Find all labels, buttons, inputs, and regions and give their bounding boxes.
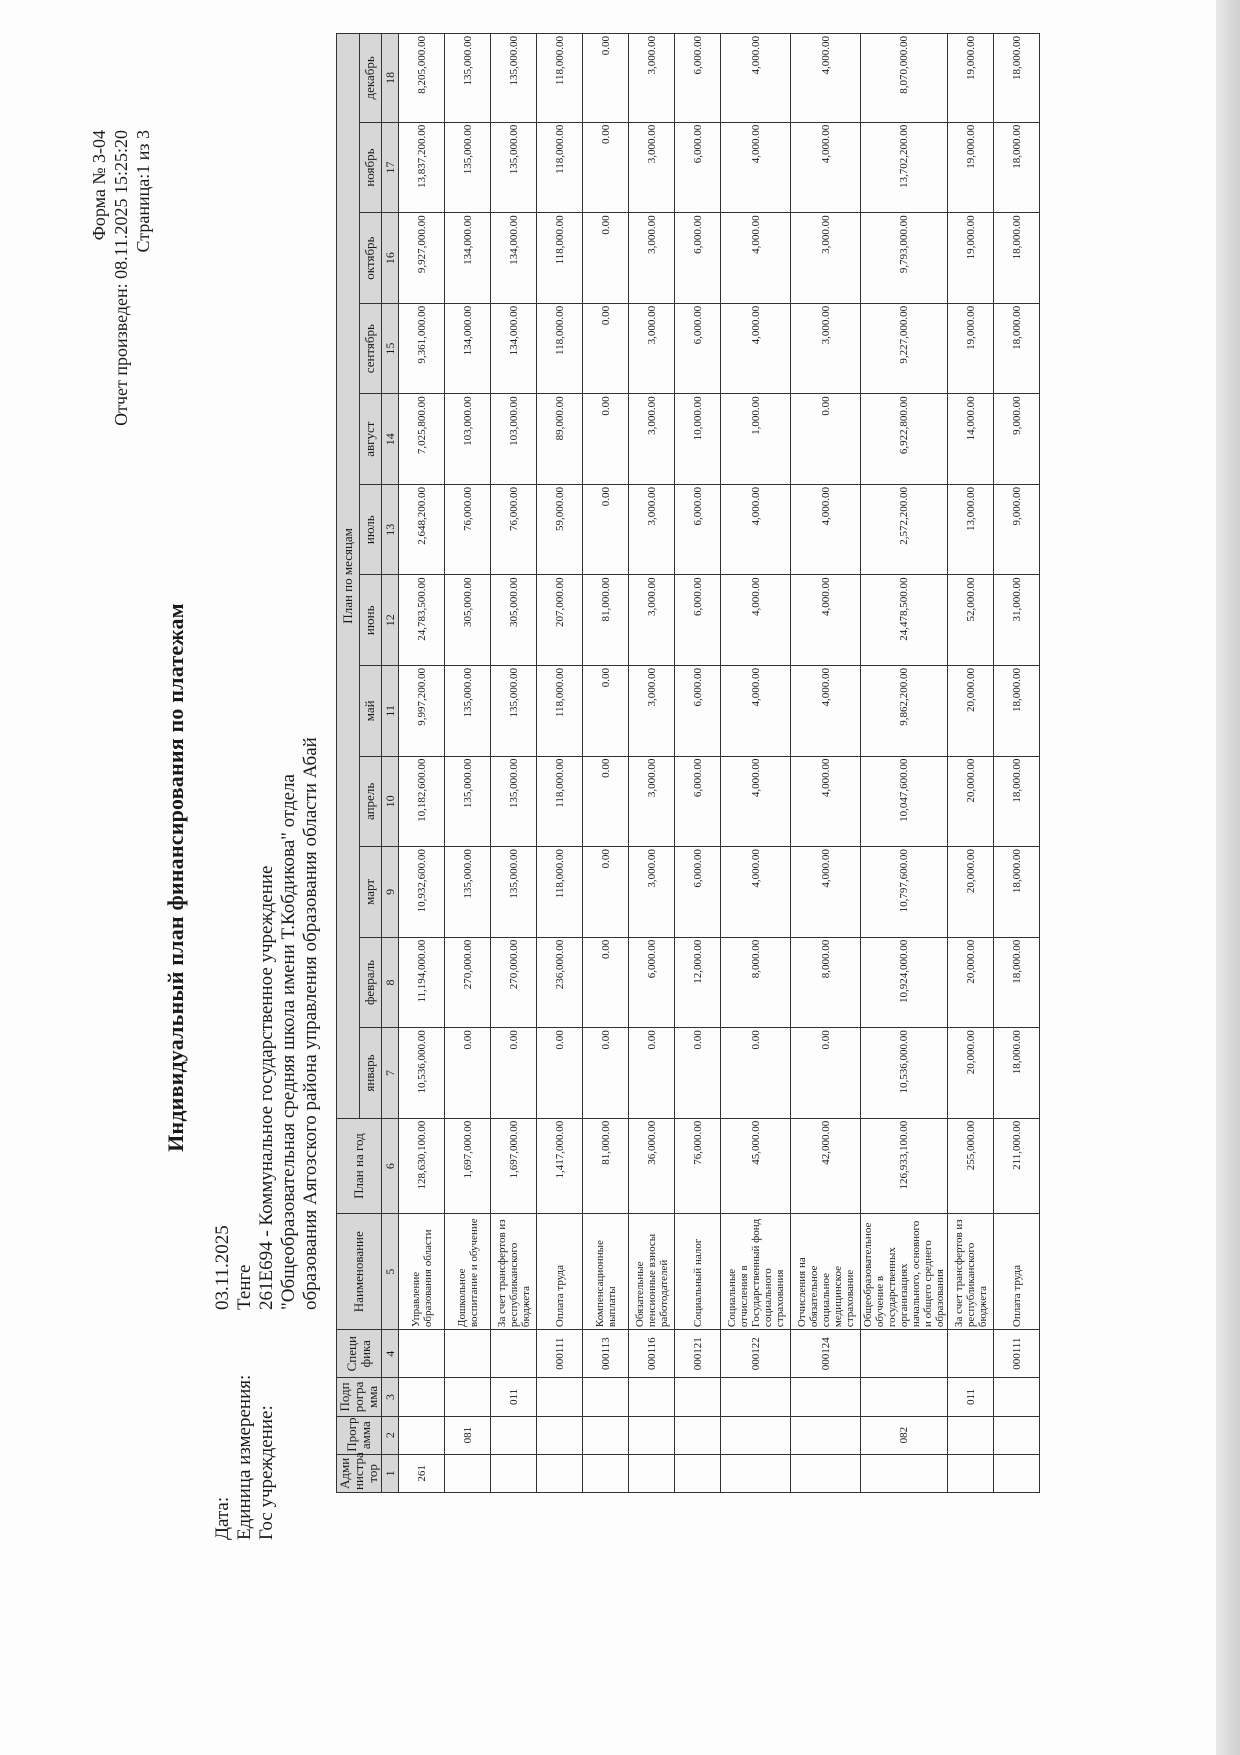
column-number: 6 bbox=[382, 1118, 399, 1214]
table-row bbox=[675, 34, 721, 1493]
cell-subprogram bbox=[675, 1378, 721, 1416]
cell-month-value: 0.00 bbox=[583, 34, 629, 123]
cell-month-value: 6,000.00 bbox=[675, 484, 721, 575]
cell-month-value: 4,000.00 bbox=[791, 122, 861, 213]
column-number: 5 bbox=[382, 1214, 399, 1330]
cell-name: Управление образования области bbox=[399, 1214, 445, 1330]
cell-specific bbox=[445, 1330, 491, 1378]
cell-month-value: 0.00 bbox=[583, 847, 629, 938]
column-number: 9 bbox=[382, 847, 399, 938]
header-month: март bbox=[359, 847, 382, 938]
cell-specific: 000111 bbox=[537, 1330, 583, 1378]
cell-specific: 000124 bbox=[791, 1330, 861, 1378]
table-row bbox=[537, 34, 583, 1493]
cell-month-value: 8,205,000.00 bbox=[399, 34, 445, 123]
column-number: 1 bbox=[382, 1454, 399, 1492]
cell-month-value: 2,648,200.00 bbox=[399, 484, 445, 575]
header-subprogram: Подп рогра мма bbox=[337, 1378, 382, 1416]
cell-month-value: 4,000.00 bbox=[791, 484, 861, 575]
cell-month-value: 4,000.00 bbox=[721, 303, 791, 394]
cell-name: Компенсационные выплаты bbox=[583, 1214, 629, 1330]
cell-plan-year: 1,697,000.00 bbox=[445, 1118, 491, 1214]
cell-month-value: 4,000.00 bbox=[721, 122, 791, 213]
cell-month-value: 0.00 bbox=[721, 1028, 791, 1119]
cell-month-value: 24,478,500.00 bbox=[861, 575, 948, 666]
org-label: Гос учреждение: bbox=[256, 1405, 277, 1540]
cell-plan-year: 255,000.00 bbox=[948, 1118, 994, 1214]
cell-name: Отчисления на обязательное социальное медицинское страхование bbox=[791, 1214, 861, 1330]
cell-name: За счет трансфертов из республиканского бюджета bbox=[491, 1214, 537, 1330]
cell-month-value: 20,000.00 bbox=[948, 937, 994, 1028]
cell-month-value: 0.00 bbox=[583, 122, 629, 213]
column-number: 13 bbox=[382, 484, 399, 575]
table-row bbox=[791, 34, 861, 1493]
header-month: сентябрь bbox=[359, 303, 382, 394]
table-row bbox=[861, 34, 948, 1493]
cell-specific: 000116 bbox=[629, 1330, 675, 1378]
cell-plan-year: 211,000.00 bbox=[994, 1118, 1040, 1214]
cell-admin bbox=[948, 1454, 994, 1492]
cell-month-value: 236,000.00 bbox=[537, 937, 583, 1028]
cell-admin bbox=[537, 1454, 583, 1492]
org-line-3: образования Аягозского района управления образования области Абай bbox=[300, 737, 321, 1310]
cell-admin bbox=[675, 1454, 721, 1492]
cell-month-value: 3,000.00 bbox=[791, 303, 861, 394]
cell-month-value: 20,000.00 bbox=[948, 756, 994, 847]
cell-month-value: 134,000.00 bbox=[445, 213, 491, 304]
date-value: 03.11.2025 bbox=[212, 1225, 233, 1310]
cell-month-value: 18,000.00 bbox=[994, 847, 1040, 938]
cell-month-value: 6,000.00 bbox=[675, 303, 721, 394]
header-month: апрель bbox=[359, 756, 382, 847]
cell-month-value: 10,924,000.00 bbox=[861, 937, 948, 1028]
cell-admin bbox=[791, 1454, 861, 1492]
cell-month-value: 2,572,200.00 bbox=[861, 484, 948, 575]
cell-month-value: 0.00 bbox=[629, 1028, 675, 1119]
cell-program bbox=[675, 1416, 721, 1454]
unit-value: Тенге bbox=[234, 1264, 255, 1310]
cell-plan-year: 1,417,000.00 bbox=[537, 1118, 583, 1214]
cell-admin bbox=[861, 1454, 948, 1492]
cell-month-value: 135,000.00 bbox=[491, 34, 537, 123]
cell-plan-year: 45,000.00 bbox=[721, 1118, 791, 1214]
cell-month-value: 18,000.00 bbox=[994, 303, 1040, 394]
cell-month-value: 19,000.00 bbox=[948, 122, 994, 213]
cell-month-value: 10,797,600.00 bbox=[861, 847, 948, 938]
cell-month-value: 3,000.00 bbox=[629, 484, 675, 575]
cell-month-value: 13,000.00 bbox=[948, 484, 994, 575]
table-row bbox=[445, 34, 491, 1493]
cell-subprogram bbox=[721, 1378, 791, 1416]
cell-specific: 000122 bbox=[721, 1330, 791, 1378]
org-line-1: 261E694 - Коммунальное государственное учреждение bbox=[256, 865, 277, 1310]
cell-month-value: 0.00 bbox=[583, 484, 629, 575]
cell-month-value: 9,927,000.00 bbox=[399, 213, 445, 304]
cell-month-value: 6,000.00 bbox=[675, 213, 721, 304]
cell-month-value: 10,182,600.00 bbox=[399, 756, 445, 847]
cell-month-value: 0.00 bbox=[791, 1028, 861, 1119]
cell-month-value: 0.00 bbox=[583, 756, 629, 847]
cell-month-value: 10,932,600.00 bbox=[399, 847, 445, 938]
header-month: август bbox=[359, 394, 382, 485]
cell-month-value: 10,000.00 bbox=[675, 394, 721, 485]
cell-admin bbox=[721, 1454, 791, 1492]
column-number: 15 bbox=[382, 303, 399, 394]
cell-month-value: 118,000.00 bbox=[537, 847, 583, 938]
cell-month-value: 9,227,000.00 bbox=[861, 303, 948, 394]
cell-month-value: 4,000.00 bbox=[721, 484, 791, 575]
cell-month-value: 13,702,200.00 bbox=[861, 122, 948, 213]
table-row bbox=[721, 34, 791, 1493]
cell-month-value: 135,000.00 bbox=[491, 756, 537, 847]
column-number: 12 bbox=[382, 575, 399, 666]
header-month: декабрь bbox=[359, 34, 382, 123]
header-program: Прогр амма bbox=[337, 1416, 382, 1454]
cell-month-value: 118,000.00 bbox=[537, 756, 583, 847]
cell-month-value: 20,000.00 bbox=[948, 1028, 994, 1119]
cell-subprogram bbox=[537, 1378, 583, 1416]
cell-month-value: 118,000.00 bbox=[537, 303, 583, 394]
cell-month-value: 89,000.00 bbox=[537, 394, 583, 485]
cell-subprogram bbox=[583, 1378, 629, 1416]
cell-month-value: 13,837,200.00 bbox=[399, 122, 445, 213]
cell-month-value: 0.00 bbox=[537, 1028, 583, 1119]
cell-month-value: 76,000.00 bbox=[491, 484, 537, 575]
table-row bbox=[491, 34, 537, 1493]
header-month: май bbox=[359, 666, 382, 757]
cell-program: 081 bbox=[445, 1416, 491, 1454]
cell-month-value: 3,000.00 bbox=[629, 394, 675, 485]
cell-month-value: 3,000.00 bbox=[629, 34, 675, 123]
cell-month-value: 135,000.00 bbox=[491, 847, 537, 938]
cell-month-value: 0.00 bbox=[583, 1028, 629, 1119]
document-info bbox=[212, 737, 322, 1540]
page-title: Индивидуальный план финансирования по платежам bbox=[163, 603, 188, 1152]
cell-admin bbox=[445, 1454, 491, 1492]
cell-month-value: 19,000.00 bbox=[948, 213, 994, 304]
cell-month-value: 0.00 bbox=[583, 937, 629, 1028]
cell-month-value: 52,000.00 bbox=[948, 575, 994, 666]
column-number: 11 bbox=[382, 666, 399, 757]
cell-specific bbox=[948, 1330, 994, 1378]
cell-plan-year: 36,000.00 bbox=[629, 1118, 675, 1214]
cell-program bbox=[721, 1416, 791, 1454]
cell-month-value: 10,536,000.00 bbox=[399, 1028, 445, 1119]
cell-subprogram bbox=[994, 1378, 1040, 1416]
cell-month-value: 4,000.00 bbox=[791, 575, 861, 666]
cell-subprogram bbox=[861, 1378, 948, 1416]
cell-specific: 000121 bbox=[675, 1330, 721, 1378]
header-month: октябрь bbox=[359, 213, 382, 304]
cell-program bbox=[583, 1416, 629, 1454]
cell-program bbox=[399, 1416, 445, 1454]
column-number: 4 bbox=[382, 1330, 399, 1378]
cell-specific: 000111 bbox=[994, 1330, 1040, 1378]
cell-month-value: 135,000.00 bbox=[445, 847, 491, 938]
column-number: 2 bbox=[382, 1416, 399, 1454]
cell-month-value: 6,922,800.00 bbox=[861, 394, 948, 485]
cell-program bbox=[994, 1416, 1040, 1454]
table-row bbox=[948, 34, 994, 1493]
table-row bbox=[399, 34, 445, 1493]
cell-month-value: 3,000.00 bbox=[629, 756, 675, 847]
cell-month-value: 135,000.00 bbox=[445, 122, 491, 213]
cell-month-value: 0.00 bbox=[583, 394, 629, 485]
cell-subprogram bbox=[399, 1378, 445, 1416]
cell-plan-year: 126,933,100.00 bbox=[861, 1118, 948, 1214]
cell-name: За счет трансфертов из республиканского бюджета bbox=[948, 1214, 994, 1330]
form-number: Форма № 3-04 bbox=[89, 130, 109, 241]
cell-month-value: 103,000.00 bbox=[445, 394, 491, 485]
cell-month-value: 18,000.00 bbox=[994, 34, 1040, 123]
cell-month-value: 135,000.00 bbox=[491, 122, 537, 213]
cell-subprogram: 011 bbox=[491, 1378, 537, 1416]
cell-name: Социальные отчисления в Государственный фонд социального страхования bbox=[721, 1214, 791, 1330]
cell-admin: 261 bbox=[399, 1454, 445, 1492]
cell-month-value: 0.00 bbox=[445, 1028, 491, 1119]
cell-month-value: 4,000.00 bbox=[721, 213, 791, 304]
cell-admin bbox=[491, 1454, 537, 1492]
cell-month-value: 6,000.00 bbox=[675, 847, 721, 938]
cell-month-value: 8,000.00 bbox=[721, 937, 791, 1028]
cell-month-value: 18,000.00 bbox=[994, 213, 1040, 304]
cell-month-value: 135,000.00 bbox=[445, 34, 491, 123]
header-month: ноябрь bbox=[359, 122, 382, 213]
table-row bbox=[629, 34, 675, 1493]
cell-month-value: 6,000.00 bbox=[675, 122, 721, 213]
cell-month-value: 3,000.00 bbox=[791, 213, 861, 304]
cell-month-value: 0.00 bbox=[583, 213, 629, 304]
financing-table bbox=[336, 33, 1040, 1493]
cell-name: Обязательные пенсионные взносы работодателей bbox=[629, 1214, 675, 1330]
page-info: Страница:1 из 3 bbox=[133, 130, 153, 253]
cell-month-value: 118,000.00 bbox=[537, 34, 583, 123]
cell-month-value: 8,070,000.00 bbox=[861, 34, 948, 123]
cell-month-value: 59,000.00 bbox=[537, 484, 583, 575]
column-number: 10 bbox=[382, 756, 399, 847]
header-month: июнь bbox=[359, 575, 382, 666]
unit-label: Единица измерения: bbox=[234, 1374, 255, 1540]
cell-month-value: 270,000.00 bbox=[491, 937, 537, 1028]
cell-subprogram: 011 bbox=[948, 1378, 994, 1416]
column-number: 17 bbox=[382, 122, 399, 213]
cell-month-value: 135,000.00 bbox=[445, 666, 491, 757]
cell-subprogram bbox=[445, 1378, 491, 1416]
cell-name: Оплата труда bbox=[537, 1214, 583, 1330]
cell-month-value: 6,000.00 bbox=[675, 575, 721, 666]
cell-month-value: 134,000.00 bbox=[491, 303, 537, 394]
cell-month-value: 14,000.00 bbox=[948, 394, 994, 485]
cell-month-value: 18,000.00 bbox=[994, 122, 1040, 213]
cell-month-value: 6,000.00 bbox=[675, 34, 721, 123]
cell-month-value: 4,000.00 bbox=[721, 575, 791, 666]
cell-month-value: 18,000.00 bbox=[994, 756, 1040, 847]
cell-month-value: 118,000.00 bbox=[537, 213, 583, 304]
cell-specific bbox=[491, 1330, 537, 1378]
cell-month-value: 4,000.00 bbox=[791, 847, 861, 938]
cell-program bbox=[948, 1416, 994, 1454]
cell-admin bbox=[583, 1454, 629, 1492]
cell-month-value: 6,000.00 bbox=[675, 666, 721, 757]
cell-month-value: 18,000.00 bbox=[994, 937, 1040, 1028]
cell-month-value: 270,000.00 bbox=[445, 937, 491, 1028]
column-number: 3 bbox=[382, 1378, 399, 1416]
cell-month-value: 0.00 bbox=[791, 394, 861, 485]
header-plan-months: План по месяцам bbox=[337, 34, 360, 1119]
cell-subprogram bbox=[791, 1378, 861, 1416]
cell-month-value: 0.00 bbox=[675, 1028, 721, 1119]
cell-month-value: 0.00 bbox=[583, 303, 629, 394]
cell-month-value: 20,000.00 bbox=[948, 666, 994, 757]
cell-month-value: 9,862,200.00 bbox=[861, 666, 948, 757]
cell-plan-year: 128,630,100.00 bbox=[399, 1118, 445, 1214]
cell-subprogram bbox=[629, 1378, 675, 1416]
cell-name: Социальный налог bbox=[675, 1214, 721, 1330]
table-row bbox=[583, 34, 629, 1493]
cell-month-value: 4,000.00 bbox=[721, 34, 791, 123]
cell-specific bbox=[399, 1330, 445, 1378]
cell-month-value: 19,000.00 bbox=[948, 303, 994, 394]
cell-month-value: 12,000.00 bbox=[675, 937, 721, 1028]
header-plan-year: План на год bbox=[337, 1118, 382, 1214]
cell-month-value: 3,000.00 bbox=[629, 666, 675, 757]
header-month: февраль bbox=[359, 937, 382, 1028]
cell-month-value: 18,000.00 bbox=[994, 666, 1040, 757]
cell-admin bbox=[994, 1454, 1040, 1492]
cell-month-value: 10,536,000.00 bbox=[861, 1028, 948, 1119]
cell-month-value: 3,000.00 bbox=[629, 122, 675, 213]
cell-month-value: 81,000.00 bbox=[583, 575, 629, 666]
cell-month-value: 9,000.00 bbox=[994, 484, 1040, 575]
cell-month-value: 7,025,800.00 bbox=[399, 394, 445, 485]
cell-month-value: 118,000.00 bbox=[537, 666, 583, 757]
column-number: 7 bbox=[382, 1028, 399, 1119]
cell-month-value: 4,000.00 bbox=[721, 666, 791, 757]
cell-program bbox=[791, 1416, 861, 1454]
cell-month-value: 118,000.00 bbox=[537, 122, 583, 213]
cell-month-value: 305,000.00 bbox=[445, 575, 491, 666]
cell-name: Дошкольное воспитание и обучение bbox=[445, 1214, 491, 1330]
cell-program bbox=[537, 1416, 583, 1454]
cell-month-value: 4,000.00 bbox=[791, 34, 861, 123]
cell-month-value: 103,000.00 bbox=[491, 394, 537, 485]
cell-month-value: 0.00 bbox=[491, 1028, 537, 1119]
cell-month-value: 207,000.00 bbox=[537, 575, 583, 666]
cell-plan-year: 42,000.00 bbox=[791, 1118, 861, 1214]
cell-program: 082 bbox=[861, 1416, 948, 1454]
cell-month-value: 9,793,000.00 bbox=[861, 213, 948, 304]
cell-plan-year: 81,000.00 bbox=[583, 1118, 629, 1214]
cell-program bbox=[491, 1416, 537, 1454]
cell-month-value: 8,000.00 bbox=[791, 937, 861, 1028]
cell-month-value: 3,000.00 bbox=[629, 303, 675, 394]
date-label: Дата: bbox=[212, 1496, 233, 1540]
cell-month-value: 135,000.00 bbox=[445, 756, 491, 847]
column-number: 8 bbox=[382, 937, 399, 1028]
cell-month-value: 6,000.00 bbox=[629, 937, 675, 1028]
cell-month-value: 4,000.00 bbox=[791, 756, 861, 847]
cell-name: Оплата труда bbox=[994, 1214, 1040, 1330]
cell-program bbox=[629, 1416, 675, 1454]
cell-specific: 000113 bbox=[583, 1330, 629, 1378]
report-time: Отчет произведен: 08.11.2025 15:25:20 bbox=[111, 130, 131, 426]
org-line-2: "Общеобразовательная средняя школа имени Т.Кобдикова" отдела bbox=[278, 774, 299, 1310]
cell-month-value: 4,000.00 bbox=[721, 756, 791, 847]
column-number: 14 bbox=[382, 394, 399, 485]
cell-name: Общеобразовательное обучение в государственных организациях начального, основного и общего среднего образования bbox=[861, 1214, 948, 1330]
form-meta bbox=[88, 130, 154, 426]
column-number: 16 bbox=[382, 213, 399, 304]
cell-month-value: 9,000.00 bbox=[994, 394, 1040, 485]
cell-month-value: 6,000.00 bbox=[675, 756, 721, 847]
table-row bbox=[994, 34, 1040, 1493]
cell-month-value: 24,783,500.00 bbox=[399, 575, 445, 666]
cell-month-value: 19,000.00 bbox=[948, 34, 994, 123]
header-month: июль bbox=[359, 484, 382, 575]
cell-month-value: 4,000.00 bbox=[721, 847, 791, 938]
cell-plan-year: 76,000.00 bbox=[675, 1118, 721, 1214]
cell-month-value: 3,000.00 bbox=[629, 847, 675, 938]
cell-month-value: 10,047,600.00 bbox=[861, 756, 948, 847]
cell-month-value: 9,361,000.00 bbox=[399, 303, 445, 394]
cell-month-value: 76,000.00 bbox=[445, 484, 491, 575]
cell-month-value: 20,000.00 bbox=[948, 847, 994, 938]
cell-admin bbox=[629, 1454, 675, 1492]
cell-month-value: 11,194,000.00 bbox=[399, 937, 445, 1028]
cell-specific bbox=[861, 1330, 948, 1378]
header-name: Наименование bbox=[337, 1214, 382, 1330]
cell-month-value: 9,997,200.00 bbox=[399, 666, 445, 757]
cell-month-value: 134,000.00 bbox=[491, 213, 537, 304]
cell-month-value: 134,000.00 bbox=[445, 303, 491, 394]
cell-month-value: 1,000.00 bbox=[721, 394, 791, 485]
cell-plan-year: 1,697,000.00 bbox=[491, 1118, 537, 1214]
cell-month-value: 3,000.00 bbox=[629, 575, 675, 666]
cell-month-value: 3,000.00 bbox=[629, 213, 675, 304]
cell-month-value: 0.00 bbox=[583, 666, 629, 757]
header-specific: Специ фика bbox=[337, 1330, 382, 1378]
header-month: январь bbox=[359, 1028, 382, 1119]
cell-month-value: 305,000.00 bbox=[491, 575, 537, 666]
cell-month-value: 18,000.00 bbox=[994, 1028, 1040, 1119]
column-number: 18 bbox=[382, 34, 399, 123]
cell-month-value: 135,000.00 bbox=[491, 666, 537, 757]
header-admin: Адми нистра тор bbox=[337, 1454, 382, 1492]
cell-month-value: 4,000.00 bbox=[791, 666, 861, 757]
cell-month-value: 31,000.00 bbox=[994, 575, 1040, 666]
